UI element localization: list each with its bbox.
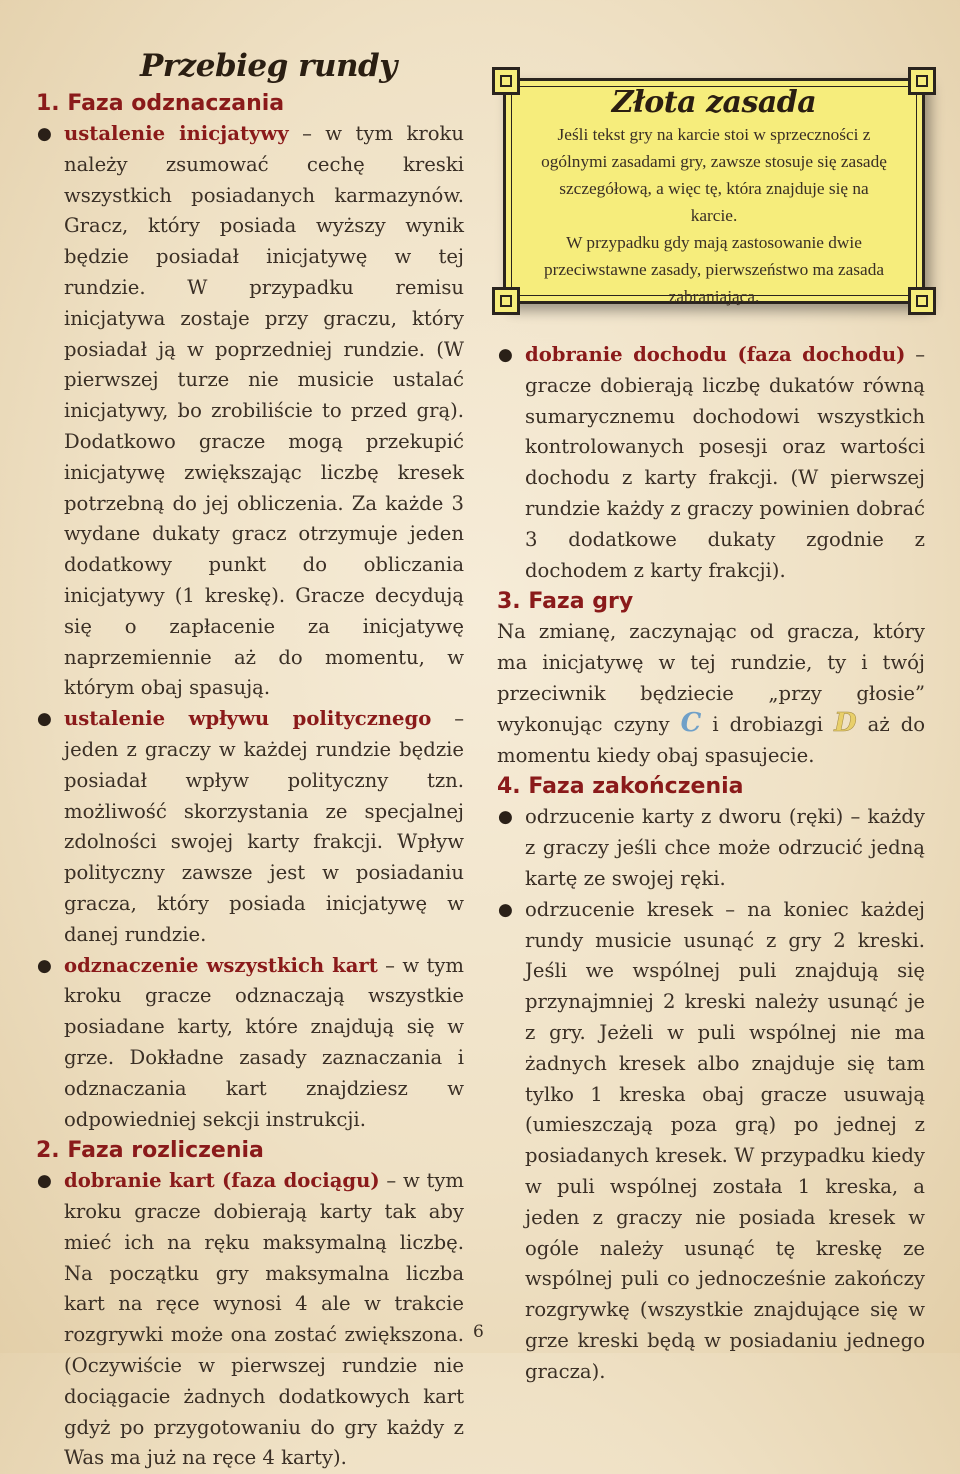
right-column xyxy=(497,340,925,1388)
list-item xyxy=(36,119,464,704)
frame-corner-icon xyxy=(908,287,936,315)
phase-4-heading: 4. Faza zakończenia xyxy=(497,774,744,800)
golden-rule-text xyxy=(534,121,894,310)
list-item xyxy=(36,704,464,950)
list-item xyxy=(497,340,925,586)
phase-3-text xyxy=(497,617,925,771)
bullet-icon: ● xyxy=(498,807,513,828)
item-text: odrzucenie kresek – na koniec każdej rundy musicie usunąć z gry 2 kreski. Jeśli we wspólnej puli znajdują się przynajmniej 2 kreski należy usunąć je z gry. Jeżeli w puli wspólnej nie ma żadnych kresek albo znajduje się tam tylko 1 kreska obaj gracze usuwają (umieszczają poza grą) po jednej z posiadanych kresek. W przypadku kiedy w puli wspólnej została 1 kreska, a jeden z graczy nie posiada kresek w ogóle należy usunąć tę kreskę ze wspólnej puli co jednocześnie zakończy rozgrywkę (wszystkie znajdujące się w grze kreski będą w posiadaniu jednego gracza). xyxy=(525,897,925,1383)
bullet-icon: ● xyxy=(498,899,513,920)
golden-rule-paragraph: W przypadku gdy mają zastosowanie dwie przeciwstawne zasady, pierwszeństwo ma zasada zabraniająca. xyxy=(543,233,885,306)
item-text: odrzucenie karty z dworu (ręki) – każdy z graczy jeśli chce może odrzucić jedną kartę ze swojej ręki. xyxy=(525,805,925,890)
item-text: – w tym kroku należy zsumować cechę kreski wszystkich posiadanych karmazynów. Gracz, który posiada wyższy wynik będzie posiadał inicjatywę w tej rundzie. W przypadku remisu inicjatywa zostaje przy graczu, który posiadał ją w poprzedniej rundzie. (W pierwszej turze nie musicie ustalać inicjatywy, bo zrobiliście to przed grą). Dodatkowo gracze mogą przekupić inicjatywę zwiększając liczbę kresek potrzebną do jej obliczenia. Za każde 3 wydane dukaty gracz otrzymuje jeden dodatkowy punkt do obliczania inicjatywy (1 kreskę). Gracze decydują się o zapłacenie za inicjatywę naprzemiennie aż do momentu, w którym obaj spasują. xyxy=(64,122,464,700)
list-item xyxy=(36,951,464,1136)
left-column xyxy=(36,88,464,1474)
item-bold: dobranie kart (faza dociągu) xyxy=(64,1169,380,1193)
phase-3-text-b: i drobiazgi xyxy=(712,712,824,736)
item-text: – w tym kroku gracze dobierają karty tak aby mieć ich na ręku maksymalną liczbę. Na początku gry maksymalna liczba kart na ręce wynosi 4 ale w trakcie rozgrywki może ona zostać zwiększona. (Oczywiście w pierwszej rundzie nie dociągacie żadnych dodatkowych kart gdyż po przygotowaniu do gry każdy z Was ma już na ręce 4 karty). xyxy=(64,1169,464,1470)
phase-2-heading: 2. Faza rozliczenia xyxy=(36,1138,264,1164)
page-title: Przebieg rundy xyxy=(140,48,397,84)
frame-corner-icon xyxy=(492,287,520,315)
item-text: – gracze dobierają liczbę dukatów równą sumarycznemu dochodowi wszystkich kontrolowanych posesji oraz wartości dochodu z karty frakcji. (W pierwszej rundzie każdy z graczy powinien dobrać 3 dodatkowe dukaty zgodnie z dochodem z karty frakcji). xyxy=(525,343,925,582)
item-text: – w tym kroku gracze odznaczają wszystkie posiadane karty, które znajdują się w grze. Dokładne zasady zaznaczania i odznaczania kart znajdziesz w odpowiedniej sekcji instrukcji. xyxy=(64,953,464,1131)
phase-1-heading: 1. Faza odznaczania xyxy=(36,91,285,116)
page-number: 6 xyxy=(473,1322,484,1342)
bullet-icon: ● xyxy=(37,955,52,976)
golden-rule-paragraph: Jeśli tekst gry na karcie stoi w sprzeczności z ogólnymi zasadami gry, zawsze stosuje się zasadę szczegółową, a więc tę, która znajduje się na karcie. xyxy=(541,125,887,225)
bullet-icon: ● xyxy=(498,345,513,365)
bullet-icon: ● xyxy=(37,709,52,730)
item-bold: ustalenie wpływu politycznego xyxy=(64,707,432,731)
trinket-card-icon: D xyxy=(834,707,857,738)
golden-rule-box xyxy=(503,78,925,304)
item-bold: ustalenie inicjatywy xyxy=(64,122,289,145)
item-bold: odznaczenie wszystkich kart xyxy=(64,953,378,977)
phase-3-heading: 3. Faza gry xyxy=(497,589,634,615)
list-item xyxy=(497,802,925,894)
deed-card-icon: C xyxy=(680,707,702,738)
phase-3-text-c: aż do momentu kiedy obaj spasujecie. xyxy=(497,712,926,767)
phase-3-text-a: Na zmianę, zaczynając od gracza, który ma inicjatywę w tej rundzie, ty i twój przeciwnik będziecie „przy głosie” wykonując czyny xyxy=(497,620,925,736)
bullet-icon: ● xyxy=(37,124,52,144)
item-bold: dobranie dochodu (faza dochodu) xyxy=(525,343,906,366)
list-item xyxy=(36,1166,464,1474)
list-item xyxy=(497,895,925,1388)
bullet-icon: ● xyxy=(37,1171,52,1192)
golden-rule-title: Złota zasada xyxy=(611,85,817,120)
item-text: – jeden z graczy w każdej rundzie będzie posiadał wpływ polityczny tzn. możliwość skorzystania ze specjalnej zdolności swojej karty frakcji. Wpływ polityczny zawsze jest w posiadaniu gracza, który posiada inicjatywę w danej rundzie. xyxy=(64,707,465,946)
